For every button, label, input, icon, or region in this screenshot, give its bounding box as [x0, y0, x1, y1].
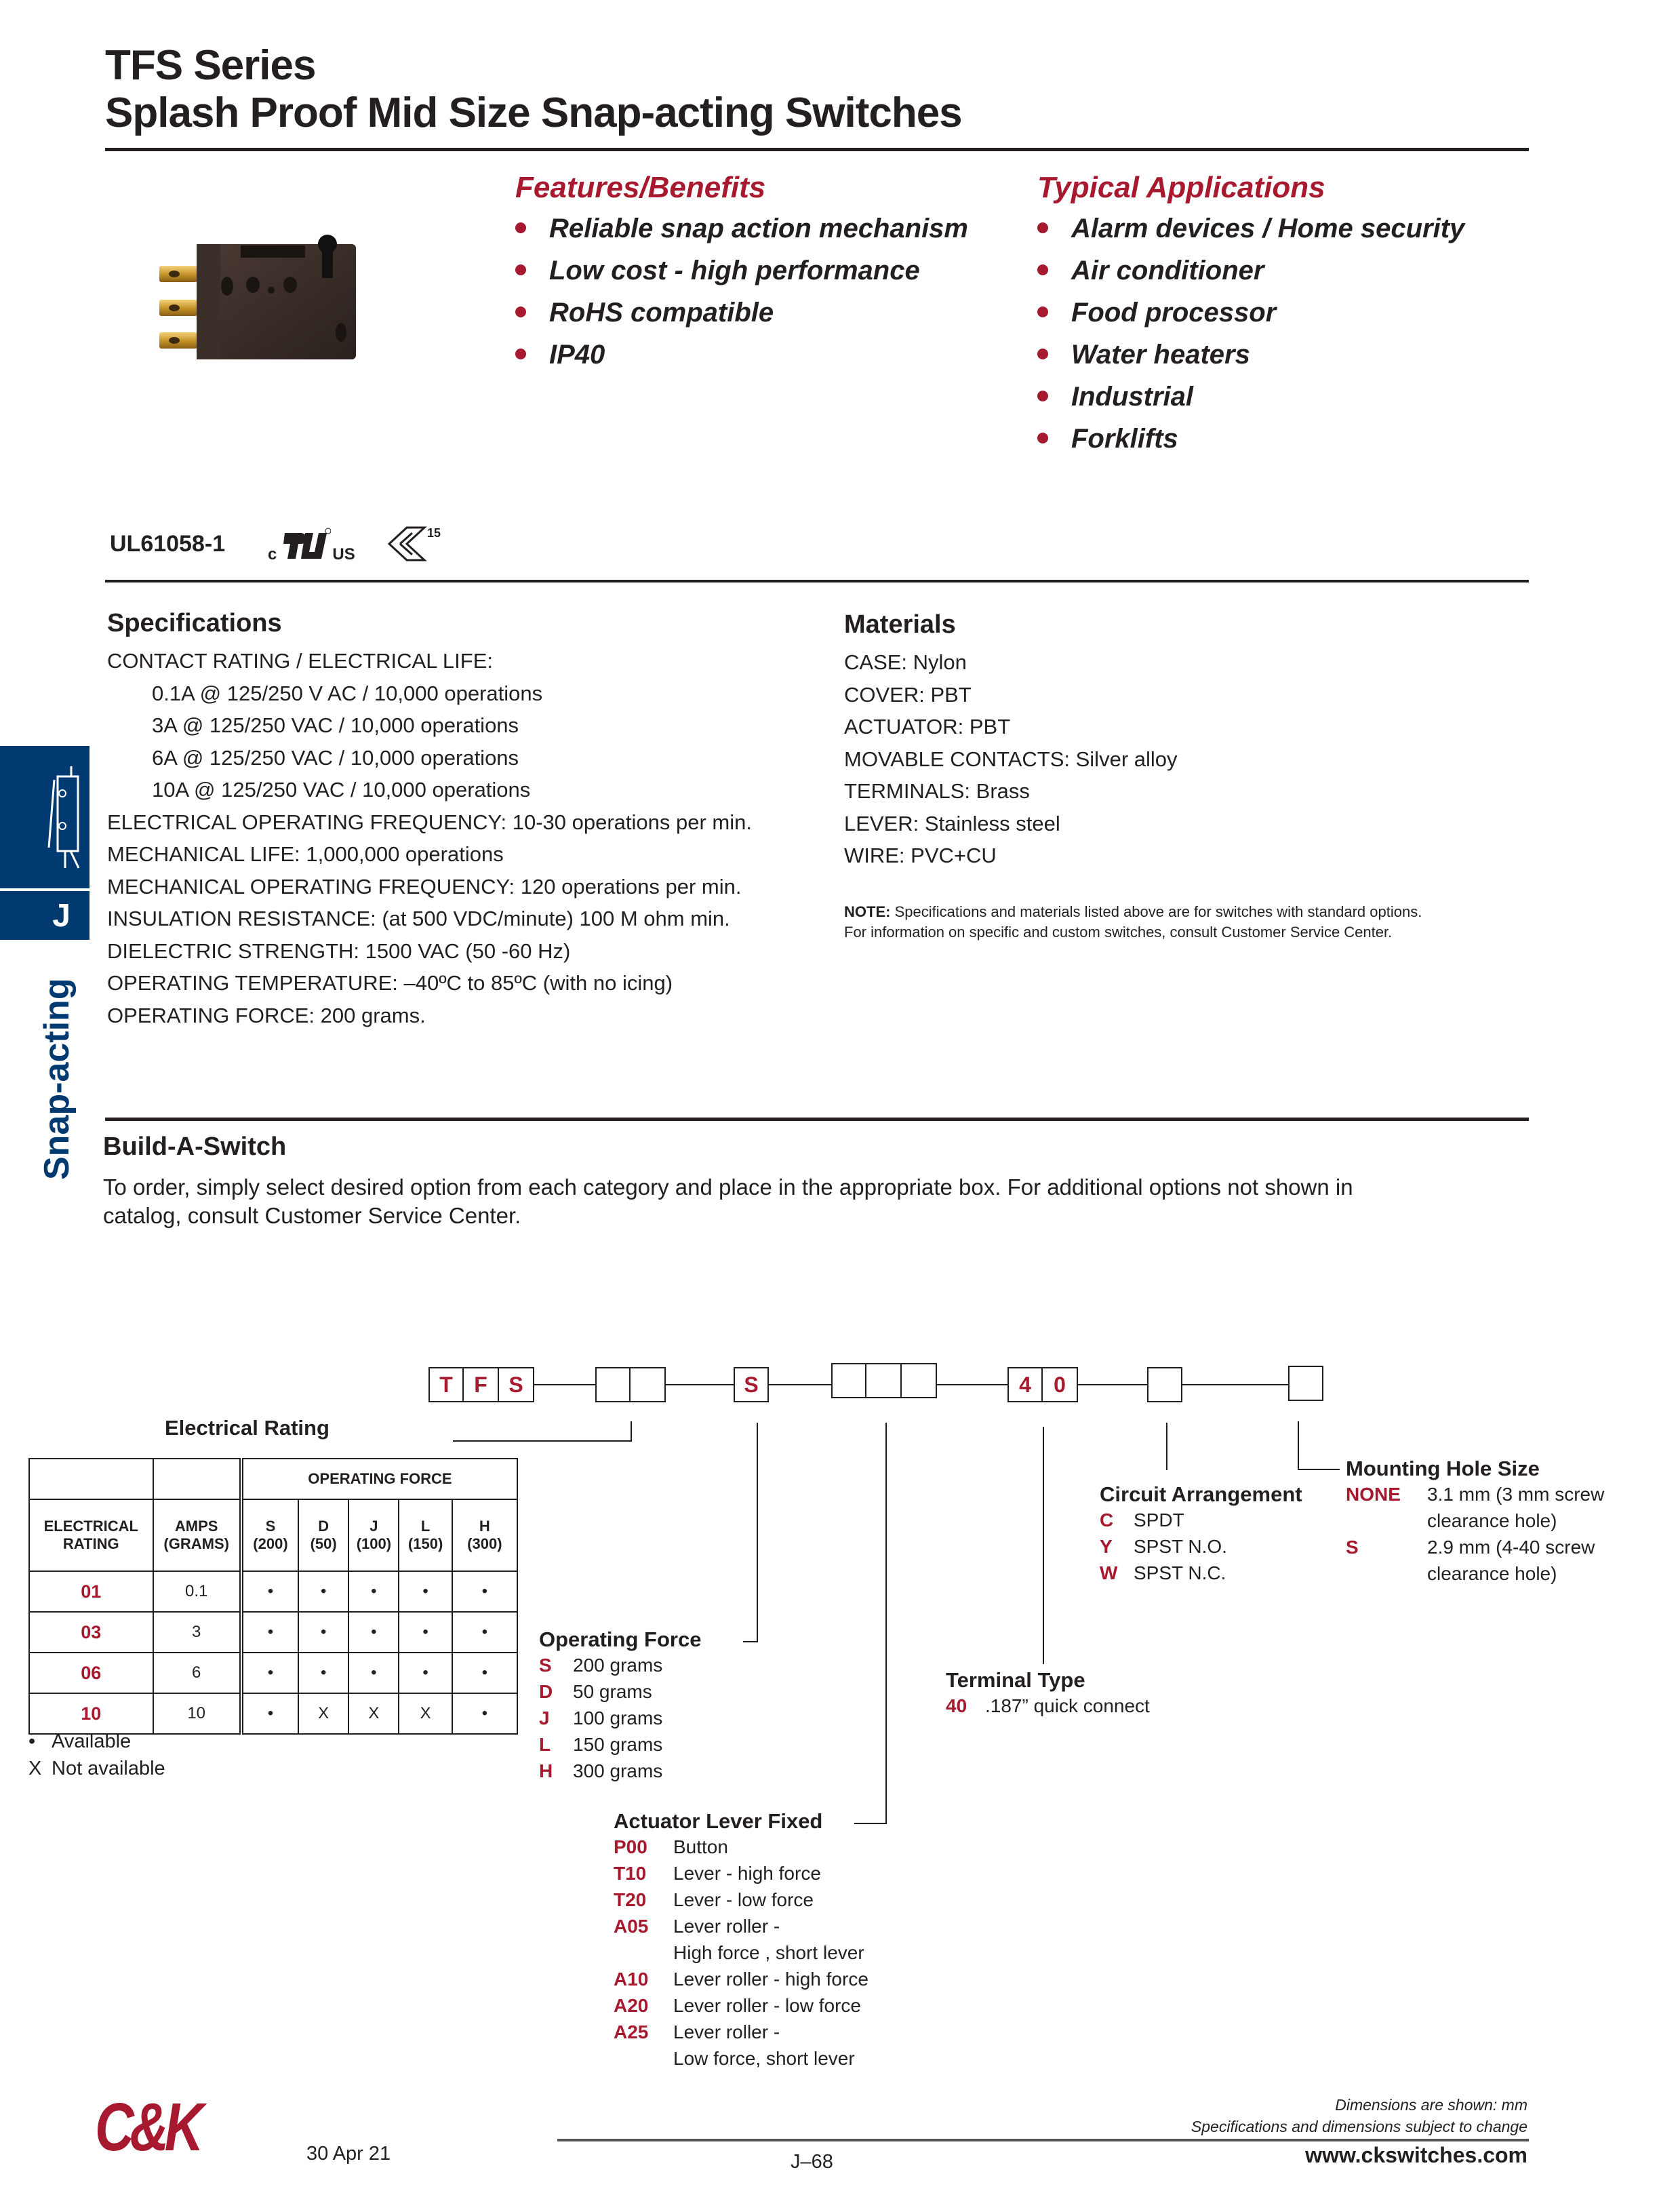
option-item[interactable] [614, 1992, 868, 2019]
bullet-icon [1037, 264, 1048, 275]
option-label: SPST N.C. [1134, 1562, 1226, 1583]
availability-cell: • [298, 1653, 348, 1693]
availability-cell: X [399, 1693, 452, 1734]
option-label: 2.9 mm (4-40 screw [1427, 1537, 1595, 1558]
option-code: D [539, 1681, 553, 1702]
bullet-icon [1037, 349, 1048, 359]
electrical-rating-table [28, 1458, 518, 1735]
feature-item: Low cost - high performance [515, 250, 968, 292]
material-item: COVER: PBT [844, 682, 972, 707]
features-list [515, 208, 968, 376]
availability-cell: X [298, 1693, 348, 1734]
box-force[interactable]: S [734, 1367, 769, 1402]
option-label: Lever - high force [673, 1863, 821, 1884]
terminal-options [946, 1668, 1150, 1719]
col-force-s: S (200) [241, 1499, 298, 1571]
ck-logo: C&K [95, 2089, 200, 2165]
leader-force [743, 1641, 758, 1642]
spec-item: CONTACT RATING / ELECTRICAL LIFE: [107, 649, 493, 673]
leader-mounting [1298, 1469, 1340, 1470]
option-item[interactable] [1100, 1560, 1302, 1586]
actuator-boxes[interactable] [831, 1363, 937, 1398]
leader-circuit [1166, 1423, 1167, 1470]
spec-item: ELECTRICAL OPERATING FREQUENCY: 10-30 operations per min. [107, 810, 752, 834]
box-mounting[interactable] [1288, 1366, 1323, 1401]
table-group-header-row [29, 1459, 517, 1499]
material-item: ACTUATOR: PBT [844, 715, 1011, 738]
materials-section [844, 610, 1422, 943]
option-code: L [539, 1734, 551, 1755]
availability-cell: • [348, 1571, 399, 1612]
leader-rating [631, 1421, 632, 1442]
option-code: A05 [614, 1916, 649, 1937]
leader-mounting [1298, 1421, 1299, 1470]
mounting-heading: Mounting Hole Size [1346, 1457, 1540, 1480]
option-label: 300 grams [573, 1760, 663, 1781]
spec-item: 6A @ 125/250 VAC / 10,000 operations [152, 745, 519, 770]
materials-heading: Materials [844, 610, 956, 639]
option-label-continued: clearance hole) [1427, 1510, 1557, 1531]
application-item: Industrial [1037, 376, 1464, 418]
enec-mark: 15 [386, 526, 441, 561]
material-item: LEVER: Stainless steel [844, 811, 1060, 835]
footer-notes: Dimensions are shown: mm Specifications and dimensions subject to change [1191, 2096, 1527, 2135]
col-force-d: D (50) [298, 1499, 348, 1571]
availability-cell: • [452, 1653, 517, 1693]
rating-boxes[interactable] [595, 1367, 666, 1402]
option-item[interactable] [1100, 1507, 1302, 1533]
option-code: H [539, 1760, 553, 1781]
spec-item: INSULATION RESISTANCE: (at 500 VDC/minute) 100 M ohm min. [107, 907, 730, 930]
box-prefix: F [464, 1367, 499, 1402]
spec-item: MECHANICAL LIFE: 1,000,000 operations [107, 842, 504, 866]
operating-force-header: OPERATING FORCE [241, 1459, 517, 1499]
option-item[interactable] [614, 2019, 868, 2045]
bullet-icon [1037, 433, 1048, 443]
application-item: Food processor [1037, 292, 1464, 334]
box-actuator[interactable] [831, 1363, 866, 1398]
spec-item: 0.1A @ 125/250 V AC / 10,000 operations [152, 681, 543, 705]
option-label-continued: Low force, short lever [673, 2048, 855, 2069]
mounting-options [1346, 1457, 1604, 1587]
feature-item: IP40 [515, 334, 968, 376]
option-label: 3.1 mm (3 mm screw [1427, 1484, 1605, 1505]
table-header-row [29, 1499, 517, 1571]
spec-item: 3A @ 125/250 VAC / 10,000 operations [152, 713, 519, 737]
option-label: Lever - low force [673, 1889, 814, 1910]
option-item[interactable] [614, 1860, 868, 1887]
bullet-icon [515, 222, 526, 233]
leader-force [757, 1423, 758, 1642]
electrical-rating-heading: Electrical Rating [165, 1416, 329, 1440]
spec-item: 10A @ 125/250 VAC / 10,000 operations [152, 778, 531, 802]
option-item[interactable] [539, 1758, 701, 1784]
option-label: 100 grams [573, 1707, 663, 1729]
option-item[interactable] [539, 1678, 701, 1705]
specifications-list [107, 645, 752, 1031]
option-code: S [539, 1655, 552, 1676]
actuator-options [614, 1809, 868, 2072]
option-label: Button [673, 1836, 728, 1857]
option-item[interactable] [1346, 1481, 1604, 1507]
features-section [515, 171, 968, 376]
build-rule [105, 1118, 1529, 1121]
availability-cell: • [452, 1571, 517, 1612]
option-label: Lever roller - high force [673, 1969, 868, 1990]
spec-item: MECHANICAL OPERATING FREQUENCY: 120 operations per min. [107, 874, 742, 898]
specifications-section [107, 609, 752, 1031]
material-item: WIRE: PVC+CU [844, 844, 997, 867]
availability-cell: • [348, 1653, 399, 1693]
material-item: CASE: Nylon [844, 650, 967, 674]
header-rule [105, 148, 1529, 151]
option-code: C [1100, 1509, 1114, 1530]
application-item: Forklifts [1037, 418, 1464, 460]
table-row [29, 1612, 517, 1653]
applications-list [1037, 208, 1464, 460]
availability-cell: • [241, 1653, 298, 1693]
spec-item: DIELECTRIC STRENGTH: 1500 VAC (50 -60 Hz) [107, 939, 571, 963]
material-item: TERMINALS: Brass [844, 779, 1030, 803]
ul-standard: UL61058-1 [110, 531, 226, 557]
option-label-continued: clearance hole) [1427, 1563, 1557, 1584]
option-item[interactable] [614, 1966, 868, 1992]
snap-switch-icon [0, 746, 89, 888]
spec-item: OPERATING TEMPERATURE: –40ºC to 85ºC (with no icing) [107, 971, 673, 995]
availability-cell: X [348, 1693, 399, 1734]
build-heading: Build-A-Switch [103, 1132, 287, 1161]
application-item: Air conditioner [1037, 250, 1464, 292]
ul-recognized-icon [281, 528, 331, 564]
option-code: A25 [614, 2021, 649, 2042]
leader-terminal [1043, 1427, 1044, 1664]
option-item[interactable] [614, 1887, 868, 1913]
col-force-l: L (150) [399, 1499, 452, 1571]
actuator-heading: Actuator Lever Fixed [614, 1809, 823, 1833]
amps-value: 6 [153, 1653, 241, 1693]
applications-section [1037, 171, 1464, 460]
specifications-heading: Specifications [107, 609, 282, 637]
box-prefix: T [428, 1367, 464, 1402]
circuit-options [1100, 1482, 1302, 1586]
rating-code: 01 [29, 1571, 153, 1612]
option-label: Lever roller - [673, 1916, 780, 1937]
option-item[interactable] [539, 1731, 701, 1758]
availability-cell: • [452, 1612, 517, 1653]
feature-item: Reliable snap action mechanism [515, 208, 968, 250]
cert-rule [105, 580, 1529, 582]
legend-item: X Not available [28, 1758, 165, 1779]
enec-icon [386, 526, 427, 561]
bullet-icon [515, 349, 526, 359]
option-label: 200 grams [573, 1655, 663, 1676]
option-code: A20 [614, 1995, 649, 2016]
option-code: A10 [614, 1969, 649, 1990]
amps-value: 3 [153, 1612, 241, 1653]
box-actuator[interactable] [866, 1363, 902, 1398]
col-amps: AMPS (GRAMS) [153, 1499, 241, 1571]
mounting-box[interactable] [1288, 1366, 1323, 1401]
option-item[interactable]: 40 .187” quick connect [946, 1695, 1150, 1716]
availability-cell: • [348, 1612, 399, 1653]
option-code: T20 [614, 1889, 647, 1910]
availability-cell: • [298, 1612, 348, 1653]
circuit-box[interactable] [1147, 1367, 1182, 1402]
option-item[interactable] [539, 1652, 701, 1678]
option-code: Y [1100, 1536, 1113, 1557]
applications-heading: Typical Applications [1037, 171, 1325, 204]
rating-code: 10 [29, 1693, 153, 1734]
section-letter-tab[interactable]: J [0, 891, 89, 940]
option-code: NONE [1346, 1484, 1401, 1505]
product-photo [146, 231, 369, 359]
feature-item: RoHS compatible [515, 292, 968, 334]
col-force-j: J (100) [348, 1499, 399, 1571]
materials-note: NOTE: Specifications and materials listed above are for switches with standard options. For information on specific and custom switches, consult Customer Service Center. [844, 903, 1422, 941]
terminal-boxes [1007, 1367, 1078, 1402]
availability-cell: • [452, 1693, 517, 1734]
sidebar-icon-tab [0, 746, 89, 888]
box-circuit[interactable] [1147, 1367, 1182, 1402]
box-actuator[interactable] [902, 1363, 937, 1398]
terminal-heading: Terminal Type [946, 1668, 1085, 1692]
legend-item: • Available [28, 1731, 132, 1752]
box-prefix: S [499, 1367, 534, 1402]
box-terminal: 0 [1043, 1367, 1078, 1402]
website-link[interactable]: www.ckswitches.com [1305, 2143, 1527, 2167]
availability-cell: • [298, 1571, 348, 1612]
features-heading: Features/Benefits [515, 171, 766, 204]
connector [1078, 1384, 1147, 1385]
amps-value: 10 [153, 1693, 241, 1734]
option-label-continued: High force , short lever [673, 1942, 864, 1963]
option-label: SPST N.O. [1134, 1536, 1227, 1557]
connector [666, 1384, 734, 1385]
option-label: 150 grams [573, 1734, 663, 1755]
connector [937, 1384, 1007, 1385]
option-label: 50 grams [573, 1681, 652, 1702]
operating-force-heading: Operating Force [539, 1627, 702, 1651]
col-force-h: H (300) [452, 1499, 517, 1571]
option-code: S [1346, 1537, 1359, 1558]
availability-cell: • [241, 1612, 298, 1653]
operating-force-options [539, 1627, 701, 1784]
footer-date: 30 Apr 21 [306, 2143, 391, 2165]
rating-code: 06 [29, 1653, 153, 1693]
footer-rule [557, 2139, 1529, 2141]
option-code: W [1100, 1562, 1118, 1583]
availability-cell: • [399, 1612, 452, 1653]
option-item[interactable] [614, 1913, 868, 1939]
table-row [29, 1653, 517, 1693]
option-item[interactable] [1100, 1533, 1302, 1560]
option-item[interactable] [1346, 1534, 1604, 1560]
bullet-icon [515, 264, 526, 275]
col-electrical-rating: ELECTRICAL RATING [29, 1499, 153, 1571]
option-code: J [539, 1707, 550, 1729]
bullet-icon [1037, 391, 1048, 401]
connector [1182, 1384, 1288, 1385]
switch-photo-icon [146, 231, 369, 359]
availability-cell: • [241, 1571, 298, 1612]
spec-item: OPERATING FORCE: 200 grams. [107, 1003, 426, 1027]
circuit-heading: Circuit Arrangement [1100, 1482, 1302, 1506]
option-label: Lever roller - [673, 2021, 780, 2042]
leader-actuator [885, 1423, 887, 1824]
section-name: Snap-acting [37, 978, 77, 1180]
rating-code: 03 [29, 1612, 153, 1653]
ul-mark: c US [268, 524, 355, 564]
option-code: P00 [614, 1836, 647, 1857]
option-label: Lever roller - low force [673, 1995, 861, 2016]
application-item: Water heaters [1037, 334, 1464, 376]
prefix-boxes [428, 1367, 534, 1402]
box-rating[interactable] [631, 1367, 666, 1402]
page-number: J–68 [791, 2151, 833, 2173]
note-label: NOTE: [844, 903, 891, 920]
leader-rating [453, 1440, 632, 1442]
table-legend [28, 1728, 165, 1782]
availability-cell: • [241, 1693, 298, 1734]
build-intro: To order, simply select desired option from each category and place in the appropriate box. For additional options not shown in catalog, consult Customer Service Center. [103, 1174, 1353, 1228]
series-title: TFS Series [105, 42, 316, 89]
material-item: MOVABLE CONTACTS: Silver alloy [844, 747, 1178, 771]
bullet-icon [1037, 307, 1048, 317]
option-code: T10 [614, 1863, 647, 1884]
page-title: Splash Proof Mid Size Snap-acting Switches [105, 90, 962, 136]
table-row [29, 1571, 517, 1612]
application-item: Alarm devices / Home security [1037, 208, 1464, 250]
force-box[interactable] [734, 1367, 769, 1402]
option-item[interactable] [614, 1834, 868, 1860]
box-rating[interactable] [595, 1367, 631, 1402]
connector [769, 1384, 831, 1385]
availability-cell: • [399, 1571, 452, 1612]
bullet-icon [515, 307, 526, 317]
availability-cell: • [399, 1653, 452, 1693]
box-terminal: 4 [1007, 1367, 1043, 1402]
amps-value: 0.1 [153, 1571, 241, 1612]
option-item[interactable] [539, 1705, 701, 1731]
option-label: SPDT [1134, 1509, 1184, 1530]
bullet-icon [1037, 222, 1048, 233]
connector [534, 1384, 595, 1385]
